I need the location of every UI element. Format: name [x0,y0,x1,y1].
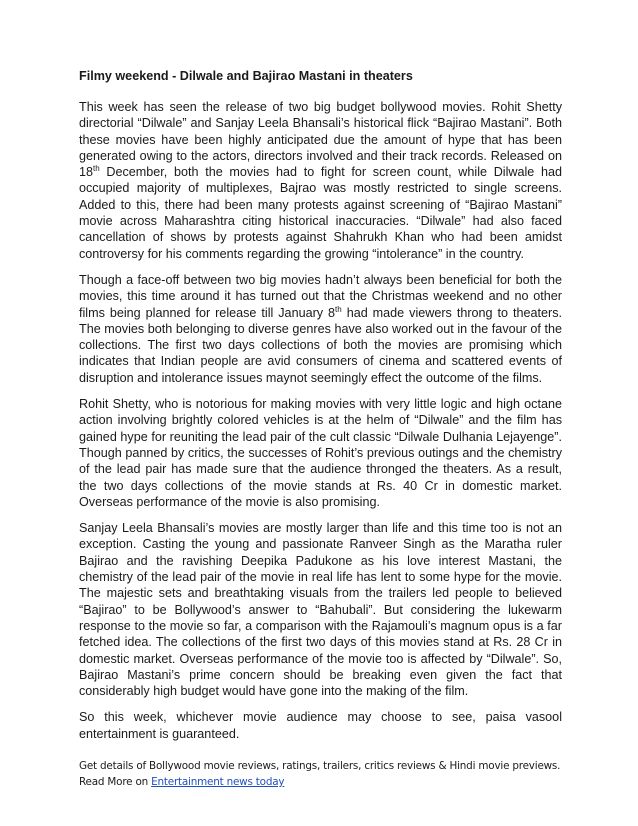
article-paragraph-2 [79,272,562,386]
article-paragraph-5: So this week, whichever movie audience may choose to see, paisa vasool entertainment is guaranteed. [79,710,562,741]
ordinal-suffix: th [93,164,100,173]
footer-note [79,758,562,790]
entertainment-news-link[interactable]: Entertainment news today [151,775,285,788]
paragraph-text: December, both the movies had to fight for screen count, while Dilwale had occupied majority of multiplexes, Bajrao was mostly restricted to single screens. Added to this, there had been many protests against screening of “Bajirao Mastani” movie across Maharashtra citing historical inaccuracies. “Dilwale” had also faced cancellation of shows by protests against Shahrukh Khan who had been amidst controversy for his comments regarding the growing “intolerance” in the country. [79,165,562,261]
article-paragraph-1 [79,99,562,262]
ordinal-suffix: th [335,304,342,314]
paragraph-text: This week has seen the release of two big budget bollywood movies. Rohit Shetty directorial “Dilwale” and Sanjay Leela Bhansali’s historical flick “Bajirao Mastani”. Both these movies have been highly anticipated due the amount of hype that has been generated owing to the actors, directors involved and their track records. Released on 18 [79,100,562,180]
paragraph-text: Though a face-off between two big movies hadn’t always been beneficial for both the movies, this time around it has turned out that the Christmas weekend and no other films being planned for release till January 8 [79,272,562,320]
paragraph-text: had made viewers throng to theaters. The movies both belonging to diverse genres have also worked out in the favour of the collections. The first two days collections of both the movies are promising which indicates that Indian people are avid consumers of cinema and scattered events of disruption and intolerance issues maynot seemingly effect the outcome of the films. [79,305,562,385]
article-paragraph-4: Sanjay Leela Bhansali’s movies are mostly larger than life and this time too is not an exception. Casting the young and passionate Ranveer Singh as the Maratha ruler Bajirao and the ravishing Deepika Padukone as his love interest Mastani, the chemistry of the lead pair of the movie in real life has lent to some hype for the movie. The majestic sets and breathtaking visuals from the trailers led people to believed “Bajirao” to be Bollywood’s answer to “Bahubali”. But considering the lukewarm response to the movie so far, a comparison with the Rajamouli’s magnum opus is a far fetched idea. The collections of the first two days of this movies stand at Rs. 28 Cr in domestic market. Overseas performance of the movie too is affected by “Dilwale”. So, Bajirao Mastani’s prime concern should be breaking even given the fact that considerably high budget would have gone into the making of the film. [79,521,562,699]
document-page [79,68,562,790]
article-title: Filmy weekend - Dilwale and Bajirao Mastani in theaters [79,69,413,83]
article-paragraph-3: Rohit Shetty, who is notorious for making movies with very little logic and high octane action involving brightly colored vehicles is at the helm of “Dilwale” and the film has gained hype for reuniting the lead pair of the cult classic “Dilwale Dulhania Lejayenge”. Though panned by critics, the successes of Rohit’s previous outings and the chemistry of the lead pair has made sure that the audience thronged the theaters. As a result, the two days collections of the movie stands at Rs. 40 Cr in domestic market. Overseas performance of the movie is also promising. [79,397,562,509]
footer-text: Get details of Bollywood movie reviews, ratings, trailers, critics reviews & Hindi movie previews. Read More on [79,759,561,788]
